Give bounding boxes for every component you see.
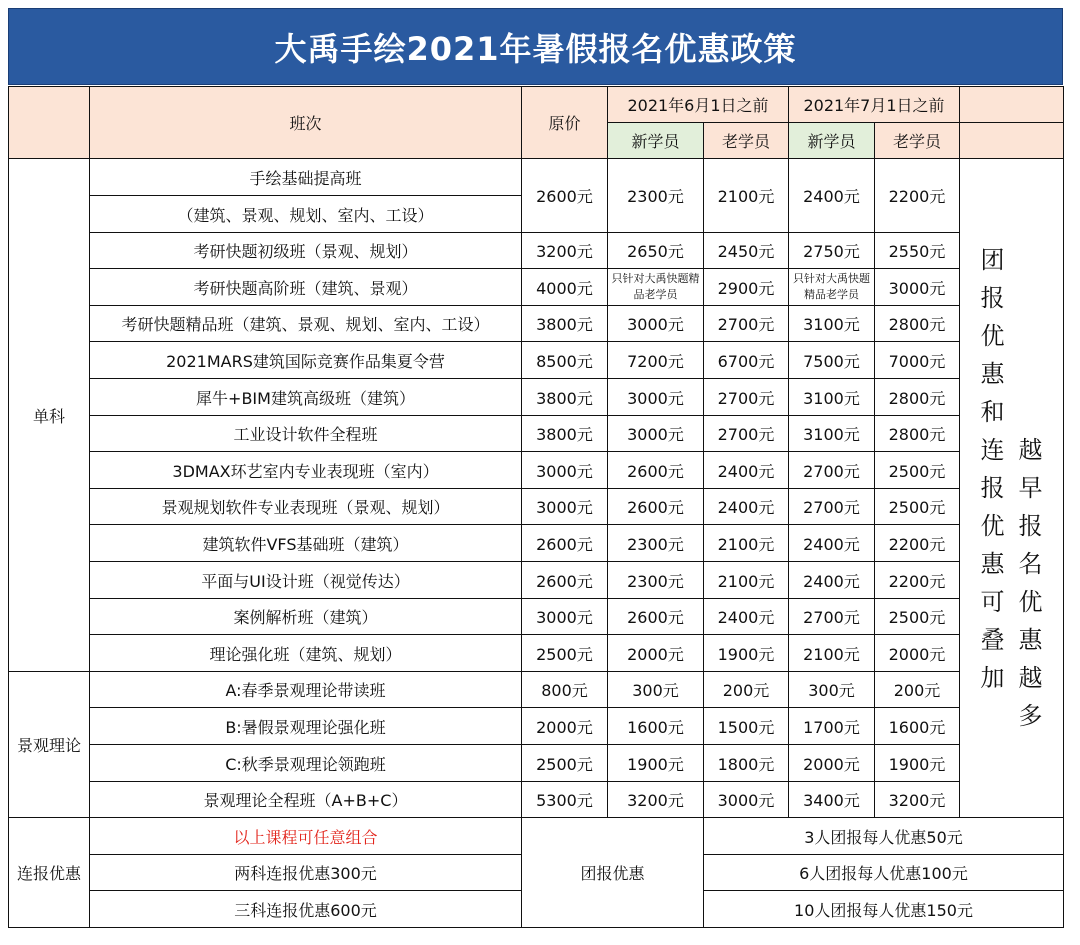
- section-landscape: 景观理论: [9, 672, 90, 818]
- course-orig: 800元: [522, 672, 608, 708]
- course-p1-new: 2300元: [608, 159, 704, 233]
- course-p1-new: 3200元: [608, 782, 704, 818]
- course-p1-new: 只针对大禹快题精品老学员: [608, 269, 704, 306]
- table-row: [9, 782, 1064, 818]
- side-note-char: 叠: [980, 626, 1005, 654]
- course-orig: 3000元: [522, 452, 608, 489]
- side-note-char: 报: [1018, 512, 1043, 540]
- course-p2-new: 1700元: [789, 708, 875, 745]
- course-p2-old: 2200元: [875, 562, 960, 599]
- course-p2-new: 2400元: [789, 159, 875, 233]
- table-row: [9, 379, 1064, 416]
- course-p2-old: 2500元: [875, 452, 960, 489]
- course-p1-new: 7200元: [608, 342, 704, 379]
- side-note-char: 早: [1018, 474, 1043, 502]
- header-period2: 2021年7月1日之前: [789, 87, 960, 123]
- course-p1-new: 2000元: [608, 635, 704, 672]
- course-name: 建筑软件VFS基础班（建筑）: [90, 525, 522, 562]
- course-p2-old: 2500元: [875, 599, 960, 635]
- header-blank: [9, 87, 90, 159]
- combo-two: 两科连报优惠300元: [90, 855, 522, 891]
- course-p2-new: 2000元: [789, 745, 875, 782]
- course-orig: 3800元: [522, 306, 608, 342]
- table-row: [9, 562, 1064, 599]
- course-p1-old: 2400元: [704, 452, 789, 489]
- course-p2-old: 2800元: [875, 416, 960, 452]
- course-p1-old: 1500元: [704, 708, 789, 745]
- price-table: [8, 86, 1064, 928]
- table-row: [9, 672, 1064, 708]
- header-p2-old: 老学员: [875, 123, 960, 159]
- side-note: [960, 159, 1064, 818]
- course-p2-new: 2700元: [789, 489, 875, 525]
- table-row: [9, 306, 1064, 342]
- course-name: 案例解析班（建筑）: [90, 599, 522, 635]
- course-p2-new: 2700元: [789, 599, 875, 635]
- side-note-char: 越: [1018, 664, 1043, 692]
- table-row: [9, 489, 1064, 525]
- side-note-char: 团: [980, 246, 1005, 274]
- course-p2-new: 3100元: [789, 416, 875, 452]
- course-name: A:春季景观理论带读班: [90, 672, 522, 708]
- course-p1-new: 2650元: [608, 233, 704, 269]
- course-p1-old: 1800元: [704, 745, 789, 782]
- course-name: B:暑假景观理论强化班: [90, 708, 522, 745]
- group-label: 团报优惠: [522, 818, 704, 928]
- side-note-char: 和: [980, 398, 1005, 426]
- table-row: [9, 635, 1064, 672]
- table-row: [9, 452, 1064, 489]
- course-p1-new: 2600元: [608, 489, 704, 525]
- course-p2-new: 2700元: [789, 452, 875, 489]
- course-p2-old: 2000元: [875, 635, 960, 672]
- course-p2-old: 3200元: [875, 782, 960, 818]
- course-name: 景观规划软件专业表现班（景观、规划）: [90, 489, 522, 525]
- course-p1-new: 1900元: [608, 745, 704, 782]
- course-orig: 2600元: [522, 525, 608, 562]
- course-p2-old: 2800元: [875, 306, 960, 342]
- course-p2-old: 1900元: [875, 745, 960, 782]
- group-6: 6人团报每人优惠100元: [704, 855, 1064, 891]
- course-orig: 2500元: [522, 635, 608, 672]
- header-side-blank2: [960, 123, 1064, 159]
- course-orig: 5300元: [522, 782, 608, 818]
- course-orig: 2600元: [522, 562, 608, 599]
- course-name: 3DMAX环艺室内专业表现班（室内）: [90, 452, 522, 489]
- course-p2-new: 7500元: [789, 342, 875, 379]
- course-p1-old: 2100元: [704, 562, 789, 599]
- course-orig: 3800元: [522, 379, 608, 416]
- course-p2-old: 2200元: [875, 159, 960, 233]
- section-combo: 连报优惠: [9, 818, 90, 928]
- course-p1-new: 300元: [608, 672, 704, 708]
- side-note-char: 惠: [980, 550, 1005, 578]
- course-name: 犀牛+BIM建筑高级班（建筑）: [90, 379, 522, 416]
- side-note-char: 加: [980, 664, 1005, 692]
- course-name: 平面与UI设计班（视觉传达）: [90, 562, 522, 599]
- side-note-char: 优: [980, 512, 1005, 540]
- side-note-char: 多: [1018, 702, 1043, 730]
- course-orig: 3000元: [522, 489, 608, 525]
- side-note-early: [1019, 241, 1043, 735]
- course-p2-new: 3400元: [789, 782, 875, 818]
- course-p2-old: 1600元: [875, 708, 960, 745]
- header-p1-new: 新学员: [608, 123, 704, 159]
- table-row: [9, 269, 1064, 306]
- side-note-char: 可: [980, 588, 1005, 616]
- side-note-char: 优: [1018, 588, 1043, 616]
- table-row: [9, 416, 1064, 452]
- course-orig: 3800元: [522, 416, 608, 452]
- page-title: 大禹手绘2021年暑假报名优惠政策: [8, 8, 1063, 85]
- course-p1-new: 2300元: [608, 562, 704, 599]
- side-note-char: 名: [1018, 550, 1043, 578]
- course-p1-new: 2600元: [608, 599, 704, 635]
- table-row: [9, 342, 1064, 379]
- course-p2-new: 3100元: [789, 379, 875, 416]
- course-orig: 2500元: [522, 745, 608, 782]
- header-p1-old: 老学员: [704, 123, 789, 159]
- course-name: 理论强化班（建筑、规划）: [90, 635, 522, 672]
- course-p1-old: 2900元: [704, 269, 789, 306]
- side-note-char: 惠: [980, 360, 1005, 388]
- course-orig: 3000元: [522, 599, 608, 635]
- course-p1-new: 3000元: [608, 416, 704, 452]
- course-p1-old: 6700元: [704, 342, 789, 379]
- course-p1-new: 3000元: [608, 379, 704, 416]
- table-row: [9, 599, 1064, 635]
- course-orig: 8500元: [522, 342, 608, 379]
- course-name: 考研快题初级班（景观、规划）: [90, 233, 522, 269]
- table-row: [9, 159, 1064, 196]
- course-p2-new: 2750元: [789, 233, 875, 269]
- course-p2-new: 只针对大禹快题精品老学员: [789, 269, 875, 306]
- course-p2-new: 2400元: [789, 562, 875, 599]
- course-p1-old: 2400元: [704, 599, 789, 635]
- table-row: [9, 525, 1064, 562]
- side-note-char: 优: [980, 322, 1005, 350]
- course-name: 手绘基础提高班: [90, 159, 522, 196]
- course-p2-old: 2500元: [875, 489, 960, 525]
- course-p2-old: 3000元: [875, 269, 960, 306]
- course-orig: 3200元: [522, 233, 608, 269]
- course-p1-new: 1600元: [608, 708, 704, 745]
- course-p2-old: 2550元: [875, 233, 960, 269]
- side-note-char: 报: [980, 284, 1005, 312]
- course-p1-old: 2700元: [704, 379, 789, 416]
- course-p2-old: 200元: [875, 672, 960, 708]
- header-side-blank: [960, 87, 1064, 123]
- table-row: [9, 708, 1064, 745]
- course-p1-old: 3000元: [704, 782, 789, 818]
- combo-three: 三科连报优惠600元: [90, 891, 522, 928]
- course-p2-old: 2800元: [875, 379, 960, 416]
- course-p2-old: 2200元: [875, 525, 960, 562]
- side-note-char: 报: [980, 474, 1005, 502]
- course-p1-new: 3000元: [608, 306, 704, 342]
- course-name: C:秋季景观理论领跑班: [90, 745, 522, 782]
- course-p1-old: 2700元: [704, 416, 789, 452]
- course-orig: 4000元: [522, 269, 608, 306]
- course-name: 2021MARS建筑国际竞赛作品集夏令营: [90, 342, 522, 379]
- course-p1-old: 1900元: [704, 635, 789, 672]
- group-10: 10人团报每人优惠150元: [704, 891, 1064, 928]
- side-note-char: 连: [980, 436, 1005, 464]
- header-period1: 2021年6月1日之前: [608, 87, 789, 123]
- course-p2-new: 3100元: [789, 306, 875, 342]
- course-p1-old: 200元: [704, 672, 789, 708]
- side-note-group: [981, 241, 1005, 735]
- header-orig-price: 原价: [522, 87, 608, 159]
- course-name: 景观理论全程班（A+B+C）: [90, 782, 522, 818]
- course-p1-old: 2100元: [704, 525, 789, 562]
- course-p2-new: 2100元: [789, 635, 875, 672]
- combo-note: 以上课程可任意组合: [90, 818, 522, 855]
- course-name: 工业设计软件全程班: [90, 416, 522, 452]
- side-note-char: 惠: [1018, 626, 1043, 654]
- course-p1-new: 2600元: [608, 452, 704, 489]
- table-row: [9, 745, 1064, 782]
- course-name: 考研快题高阶班（建筑、景观）: [90, 269, 522, 306]
- course-p2-new: 300元: [789, 672, 875, 708]
- course-p1-old: 2450元: [704, 233, 789, 269]
- course-p2-old: 7000元: [875, 342, 960, 379]
- section-single: 单科: [9, 159, 90, 672]
- table-row: [9, 233, 1064, 269]
- course-p1-old: 2400元: [704, 489, 789, 525]
- course-p2-new: 2400元: [789, 525, 875, 562]
- course-name: 考研快题精品班（建筑、景观、规划、室内、工设）: [90, 306, 522, 342]
- course-orig: 2000元: [522, 708, 608, 745]
- side-note-char: 越: [1018, 436, 1043, 464]
- header-class: 班次: [90, 87, 522, 159]
- course-p1-old: 2100元: [704, 159, 789, 233]
- course-orig: 2600元: [522, 159, 608, 233]
- table-row: [9, 818, 1064, 855]
- course-p1-new: 2300元: [608, 525, 704, 562]
- group-3: 3人团报每人优惠50元: [704, 818, 1064, 855]
- header-p2-new: 新学员: [789, 123, 875, 159]
- course-name-sub: （建筑、景观、规划、室内、工设）: [90, 196, 522, 233]
- course-p1-old: 2700元: [704, 306, 789, 342]
